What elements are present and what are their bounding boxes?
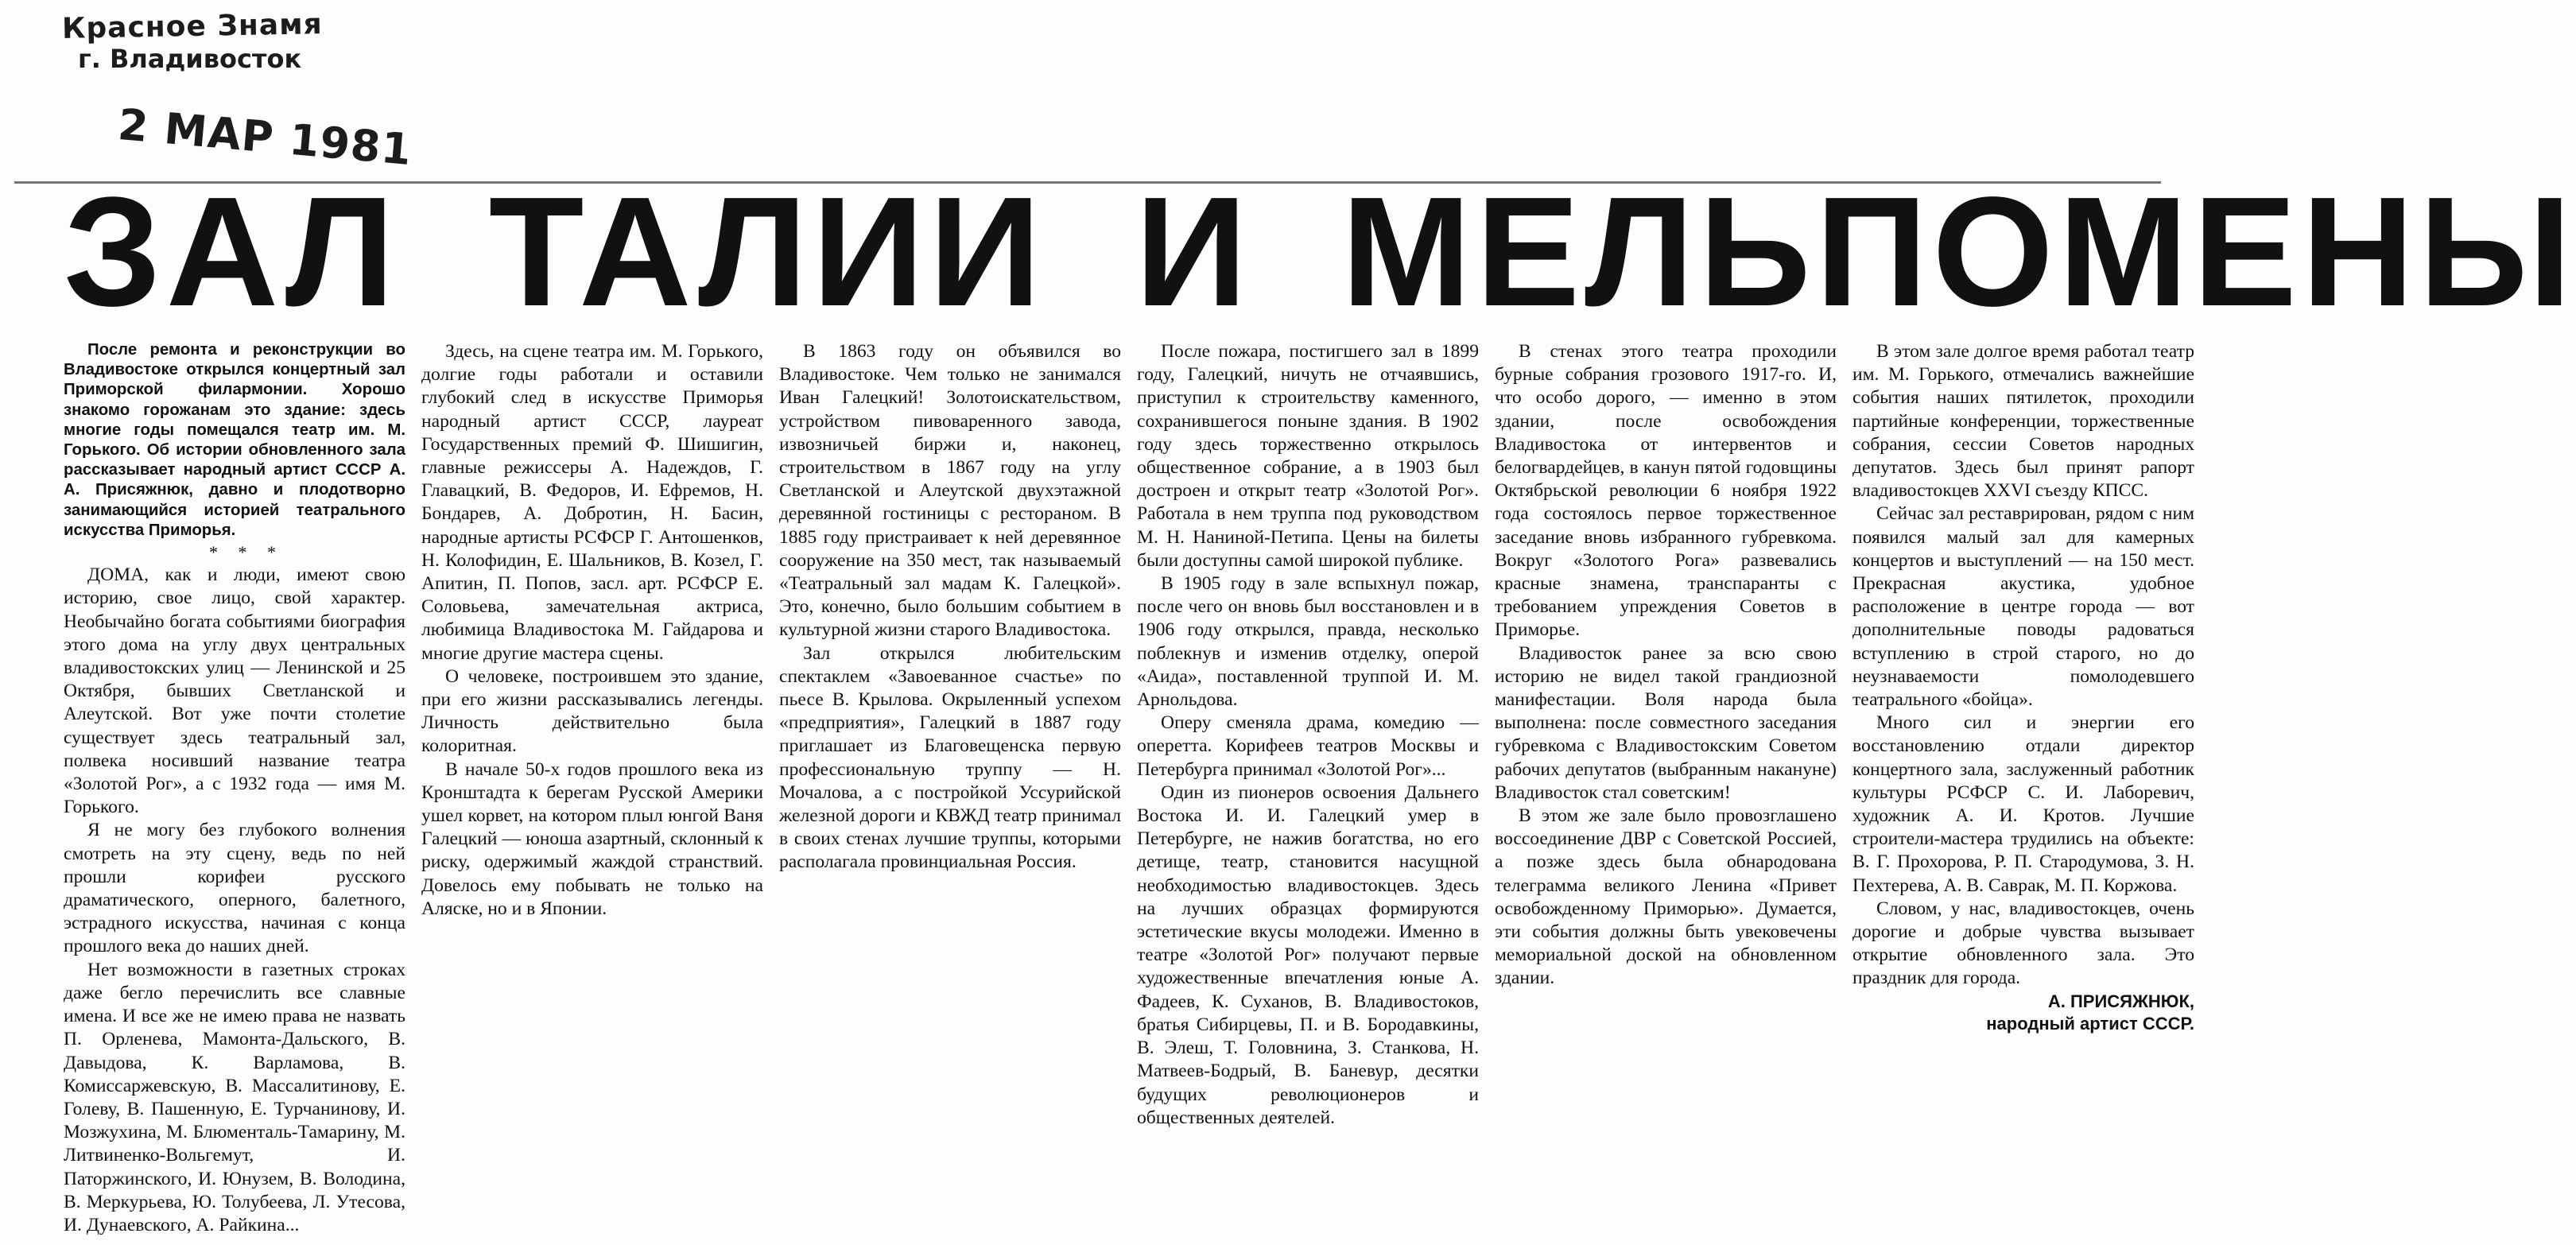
paragraph: В этом зале долгое время работал театр им. М. Горького, отмечались важнейшие события наших пятилеток, проходили партийные конференции, торжественные собрания, сессии Советов народных депутатов. Здесь был принят рапорт владивостокцев XXVI съезду КПСС.: [1852, 341, 2194, 502]
paragraph: О человеке, построившем это здание, при его жизни рассказывались легенды. Личность действительно была колоритная.: [421, 665, 763, 757]
paragraph: В стенах этого театра проходили бурные собрания грозового 1917-го. И, что особо дорого, — именно в этом здании, после освобождения Владивостока от интервентов и белогвардейцев, в канун пятой годовщины Октябрьской революции 6 ноября 1922 года состоялось первое торжественное заседание вновь избранного губревкома. Вокруг «Золотого Рога» развевались красные знамена, транспаранты с требованием упреждения Советов в Приморье.: [1495, 341, 1837, 641]
paragraph: Я не могу без глубокого волнения смотреть на эту сцену, ведь по ней прошли корифеи русского драматического, оперного, балетного, эстрадного искусства, начиная с конца прошлого века до наших дней.: [64, 820, 405, 957]
archive-stamp: [61, 8, 414, 176]
paragraph: В этом же зале было провозглашено воссоединение ДВР с Советской Россией, а позже здесь была обнародована телеграмма великого Ленина «Привет освобожденному Приморью». Думается, эти события должны быть увековечены мемориальной доской на обновленном здании.: [1495, 805, 1837, 989]
paragraph: Один из пионеров освоения Дальнего Востока И. И. Галецкий умер в Петербурге, не нажив богатства, но его детище, театр, становится насущной необходимостью владивостокцев. Здесь на лучших образцах формируются эстетические вкусы молодежи. Именно в театре «Золотой Рог» получают первые художественные впечатления юные А. Фадеев, К. Суханов, В. Владивостоков, братья Сибирцевы, П. и В. Бородавкины, В. Элеш, Т. Головнина, З. Станкова, Н. Матвеев-Бодрый, В. Баневур, десятки будущих революционеров и общественных деятелей.: [1137, 782, 1479, 1128]
paragraph: Нет возможности в газетных строках даже бегло перечислить все славные имена. И все же не имею права не назвать П. Орленева, Мамонта-Дальского, В. Давыдова, К. Варламова, В. Комиссаржевскую, В. Массалитинову, Е. Голеву, В. Пашенную, Е. Турчанинову, И. Мозжухина, М. Блюменталь-Тамарину, М. Литвиненко-Вольгемут, И. Паторжинского, И. Юнузем, В. Володина, В. Меркурьева, Ю. Толубеева, Л. Утесова, И. Дунаевского, А. Райкина...: [64, 959, 405, 1235]
stamp-date: 2 МАР 1981: [115, 99, 414, 176]
paragraph: В 1905 году в зале вспыхнул пожар, после чего он вновь был восстановлен и в 1906 году открылся, правда, несколько поблекнув и изменив отделку, оперой «Аида», поставленной труппой И. М. Арнольдова.: [1137, 573, 1479, 711]
paragraph: После пожара, постигшего зал в 1899 году, Галецкий, ничуть не отчаявшись, приступил к строительству каменного, сохранившегося поныне здания. В 1902 году здесь торжественно открылось общественное собрание, а в 1903 был достроен и открыт театр «Золотой Рог». Работала в нем труппа под руководством М. Н. Наниной-Петипа. Цены на билеты были доступны самой широкой публике.: [1137, 341, 1479, 571]
paragraph: Оперу сменяла драма, комедию — оперетта. Корифеев театров Москвы и Петербурга принимал «Золотой Рог»...: [1137, 712, 1479, 780]
author-title: народный артист СССР.: [1986, 1013, 2194, 1034]
stamp-city: г. Владивосток: [78, 44, 302, 74]
article-column-4: [1129, 340, 1487, 1237]
article-headline: ЗАЛ ТАЛИИ И МЕЛЬПОМЕНЫ: [64, 165, 2576, 339]
article-lead: После ремонта и реконструкции во Владивостоке открылся концертный зал Приморской филармонии. Хорошо знакомо горожанам это здание: здесь многие годы помещался театр им. М. Горького. Об истории обновленного зала рассказывает народный артист СССР А. А. Присяжнюк, давно и плодотворно занимающийся историей театрального искусства Приморья.: [64, 341, 405, 539]
paragraph: Словом, у нас, владивостокцев, очень дорогие и добрые чувства вызывает открытие обновленного зала. Это праздник для города.: [1852, 898, 2194, 989]
stamp-newspaper: Красное Знамя: [61, 8, 324, 45]
paragraph: В начале 50-х годов прошлого века из Кронштадта к берегам Русской Америки ушел корвет, на котором плыл юнгой Ваня Галецкий — юноша азартный, склонный к риску, одержимый жаждой странствий. Довелось ему побывать не только на Аляске, но и в Японии.: [421, 758, 763, 919]
article-body: [56, 340, 2206, 1237]
section-separator: * * *: [209, 542, 284, 563]
article-column-6: [1845, 340, 2202, 1237]
article-column-2: [413, 340, 771, 1237]
author-name: А. ПРИСЯЖНЮК,: [2047, 991, 2194, 1011]
article-column-3: [771, 340, 1129, 1237]
article-column-5: [1487, 340, 1845, 1237]
paragraph: Много сил и энергии его восстановлению отдали директор концертного зала, заслуженный работник культуры РСФСР С. И. Лаборевич, художник А. И. Кротов. Лучшие строители-мастера трудились на объекте: В. Г. Прохорова, Р. П. Стародумова, З. Н. Пехтерева, А. В. Саврак, М. П. Коржова.: [1852, 712, 2194, 896]
paragraph: Владивосток ранее за всю свою историю не видел такой грандиозной манифестации. Воля народа была выполнена: после совместного заседания губревкома с Владивостокским Советом рабочих депутатов (выбранным накануне) Владивосток стал советским!: [1495, 642, 1837, 803]
paragraph: Зал открылся любительским спектаклем «Завоеванное счастье» по пьесе В. Крылова. Окрыленный успехом «предприятия», Галецкий в 1887 году приглашает из Благовещенска первую профессиональную труппу — Н. Мочалова, а с постройкой Уссурийской железной дороги и КВЖД театр принимал в своих стенах лучшие труппы, которыми располагала провинциальная Россия.: [779, 642, 1121, 873]
paragraph: Здесь, на сцене театра им. М. Горького, долгие годы работали и оставили глубокий след в искусстве Приморья народный артист СССР, лауреат Государственных премий Ф. Шишигин, главные режиссеры А. Надеждов, Г. Главацкий, В. Федоров, И. Ефремов, Н. Бондарев, А. Добротин, Н. Басин, народные артисты РСФСР Г. Антошенков, Н. Колофидин, Е. Шальников, В. Козел, Г. Апитин, П. Попов, засл. арт. РСФСР Е. Соловьева, замечательная актриса, любимица Владивостока М. Гайдарова и многие другие мастера сцены.: [421, 341, 763, 664]
article-column-1: [56, 340, 413, 1237]
paragraph: Сейчас зал реставрирован, рядом с ним появился малый зал для камерных концертов и выступлений — на 150 мест. Прекрасная акустика, удобное расположение в центре города — вот дополнительные поводы радоваться вступлению в строй старого, но до неузнаваемости помолодевшего театрального «бойца».: [1852, 503, 2194, 711]
paragraph: В 1863 году он объявился во Владивостоке. Чем только не занимался Иван Галецкий! Золотоискательством, устройством пивоваренного завода, извозничьей биржи и, наконец, строительством в 1867 году на углу Светланской и Алеутской двухэтажной деревянной гостиницы с рестораном. В 1885 году пристраивает к ней деревянное сооружение на 350 мест, так называемый «Театральный зал мадам К. Галецкой». Это, конечно, было большим событием в культурной жизни старого Владивостока.: [779, 341, 1121, 641]
paragraph: ДОМА, как и люди, имеют свою историю, свое лицо, свой характер. Необычайно богата событиями биография этого дома на углу двух центральных владивостокских улиц — Ленинской и 25 Октября, бывших Светланской и Алеутской. Вот уже почти столетие существует здесь театральный зал, полвека носивший название театра «Золотой Рог», а с 1932 года — имя М. Горького.: [64, 564, 405, 818]
